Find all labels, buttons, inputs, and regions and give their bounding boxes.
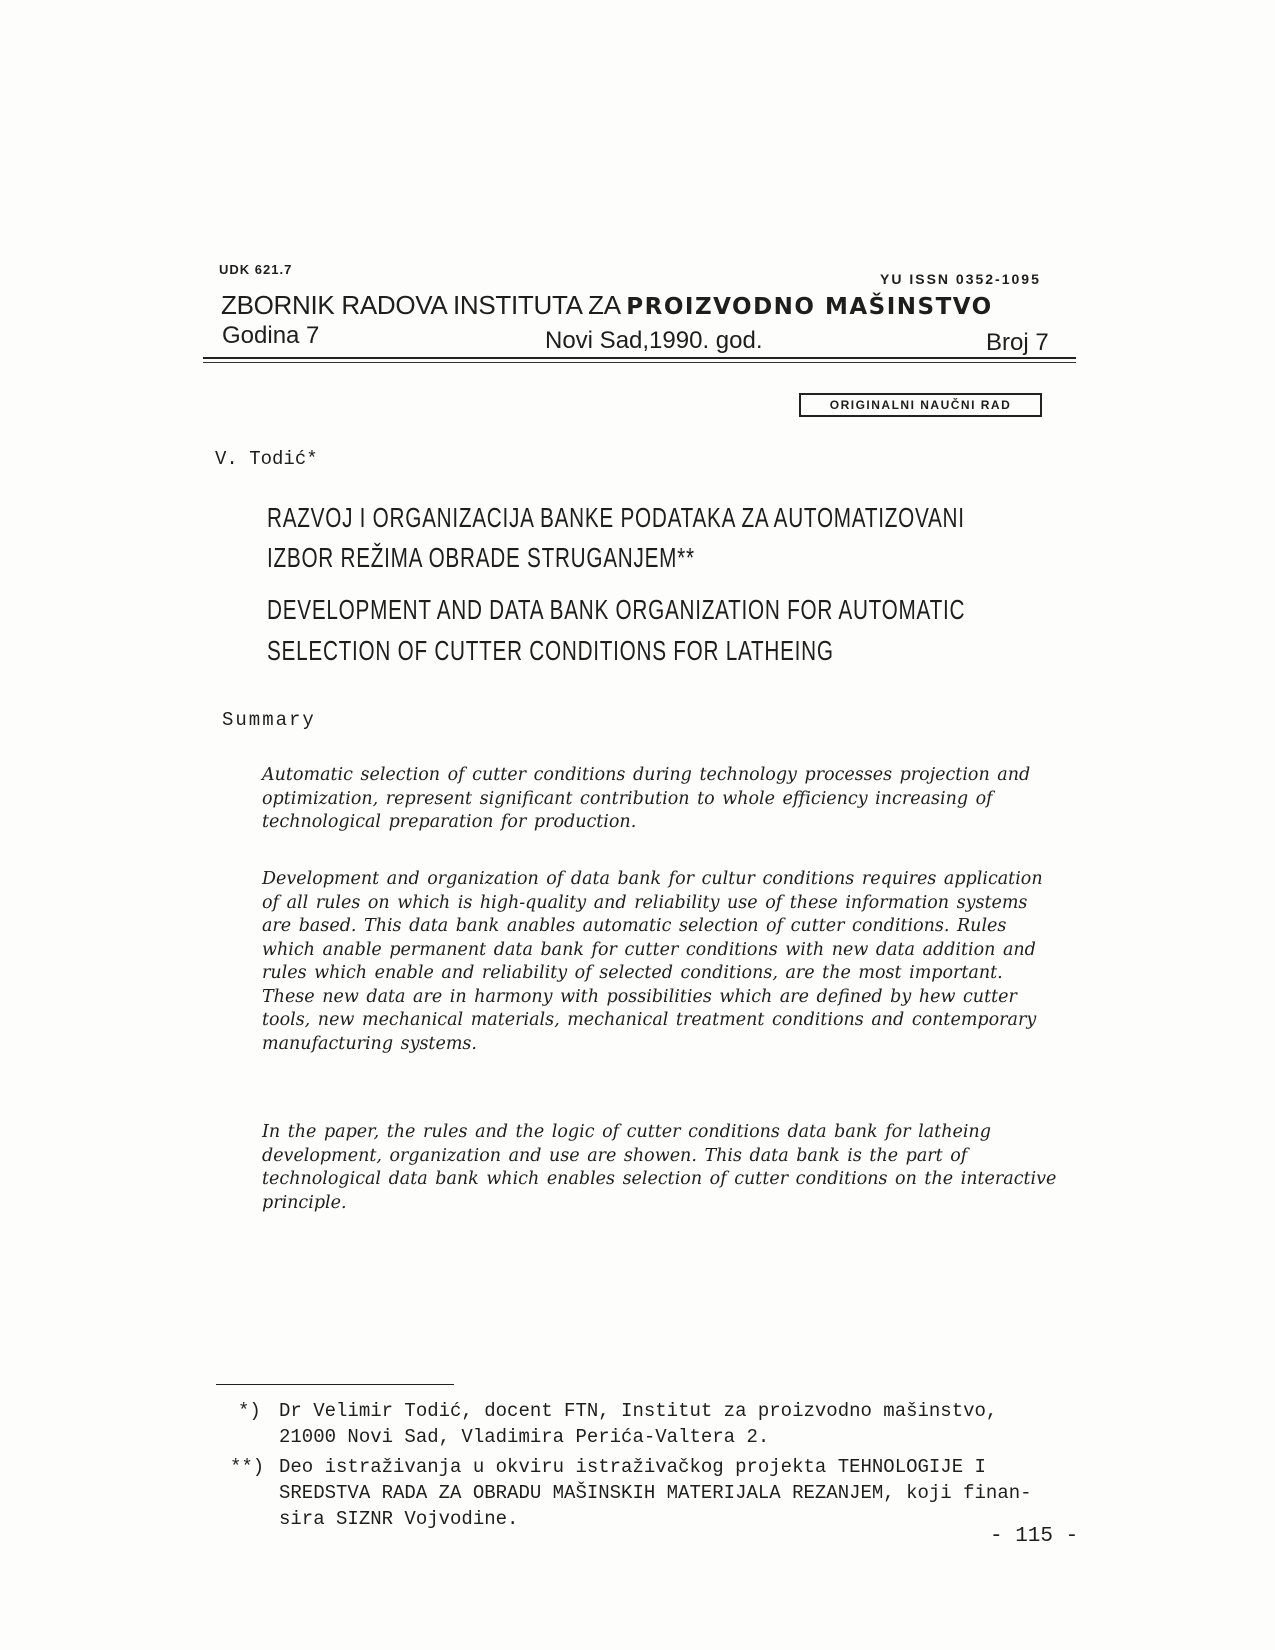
footnote-marker: **): [230, 1456, 265, 1478]
title-serbian-line-2: IZBOR REŽIMA OBRADE STRUGANJEM**: [267, 542, 695, 573]
issn-code: YU ISSN 0352-1095: [880, 271, 1041, 287]
footnote-project: [279, 1454, 1032, 1532]
udk-code: UDK 621.7: [219, 262, 293, 277]
page-number: - 115 -: [990, 1525, 1079, 1548]
author: V. Todić*: [215, 448, 318, 470]
footnote-marker: *): [238, 1400, 261, 1422]
footnote-line: 21000 Novi Sad, Vladimira Perića-Valtera 2.: [279, 1426, 770, 1448]
footnote-rule: [216, 1384, 454, 1385]
footnote-line: SREDSTVA RADA ZA OBRADU MAŠINSKIH MATERIJALA REZANJEM, koji finan-: [279, 1482, 1032, 1504]
summary-paragraph: In the paper, the rules and the logic of cutter conditions data bank for latheing development, organization and use are showen. This data bank is the part of technological data bank which enables selection of cutter conditions on the interactive principle.: [262, 1122, 1057, 1213]
summary-paragraph: Development and organization of data bank for cultur conditions requires application of all rules on which is high-quality and reliability use of these information systems are based. This data bank anables automatic selection of cutter conditions. Rules which anable permanent data bank for cutter conditions with new data addition and rules which enable and reliability of selected conditions, are the most important. These new data are in harmony with possibilities which are defined by hew cutter tools, new mechanical materials, mechanical treatment conditions and contemporary manufacturing systems.: [262, 869, 1043, 1054]
footnote-line: sira SIZNR Vojvodine.: [279, 1508, 519, 1530]
issue-number: Broj 7: [986, 329, 1049, 356]
paper-type-badge: ORIGINALNI NAUČNI RAD: [799, 393, 1042, 417]
header-rule-thin: [203, 362, 1076, 363]
summary-heading: Summary: [222, 709, 316, 731]
header-rule: [203, 357, 1076, 359]
title-english-line-2: SELECTION OF CUTTER CONDITIONS FOR LATHEING: [267, 635, 834, 666]
volume-label: Godina 7: [222, 322, 320, 349]
summary-paragraph: Automatic selection of cutter conditions during technology processes projection and optimization, represent significant contribution to whole efficiency increasing of technological preparation for production.: [262, 765, 1031, 832]
place-date: Novi Sad,1990. god.: [545, 327, 763, 354]
journal-title-plain: ZBORNIK RADOVA INSTITUTA ZA: [221, 290, 620, 320]
footnote-line: Dr Velimir Todić, docent FTN, Institut za proizvodno mašinstvo,: [279, 1400, 998, 1422]
footnote-author-affiliation: [279, 1398, 997, 1450]
journal-title: [221, 290, 993, 321]
title-serbian-line-1: RAZVOJ I ORGANIZACIJA BANKE PODATAKA ZA AUTOMATIZOVANI: [267, 502, 965, 533]
title-english-line-1: DEVELOPMENT AND DATA BANK ORGANIZATION FOR AUTOMATIC: [267, 594, 966, 625]
footnote-line: Deo istraživanja u okviru istraživačkog projekta TEHNOLOGIJE I: [279, 1456, 986, 1478]
journal-title-bold: PROIZVODNO MAŠINSTVO: [626, 294, 993, 320]
